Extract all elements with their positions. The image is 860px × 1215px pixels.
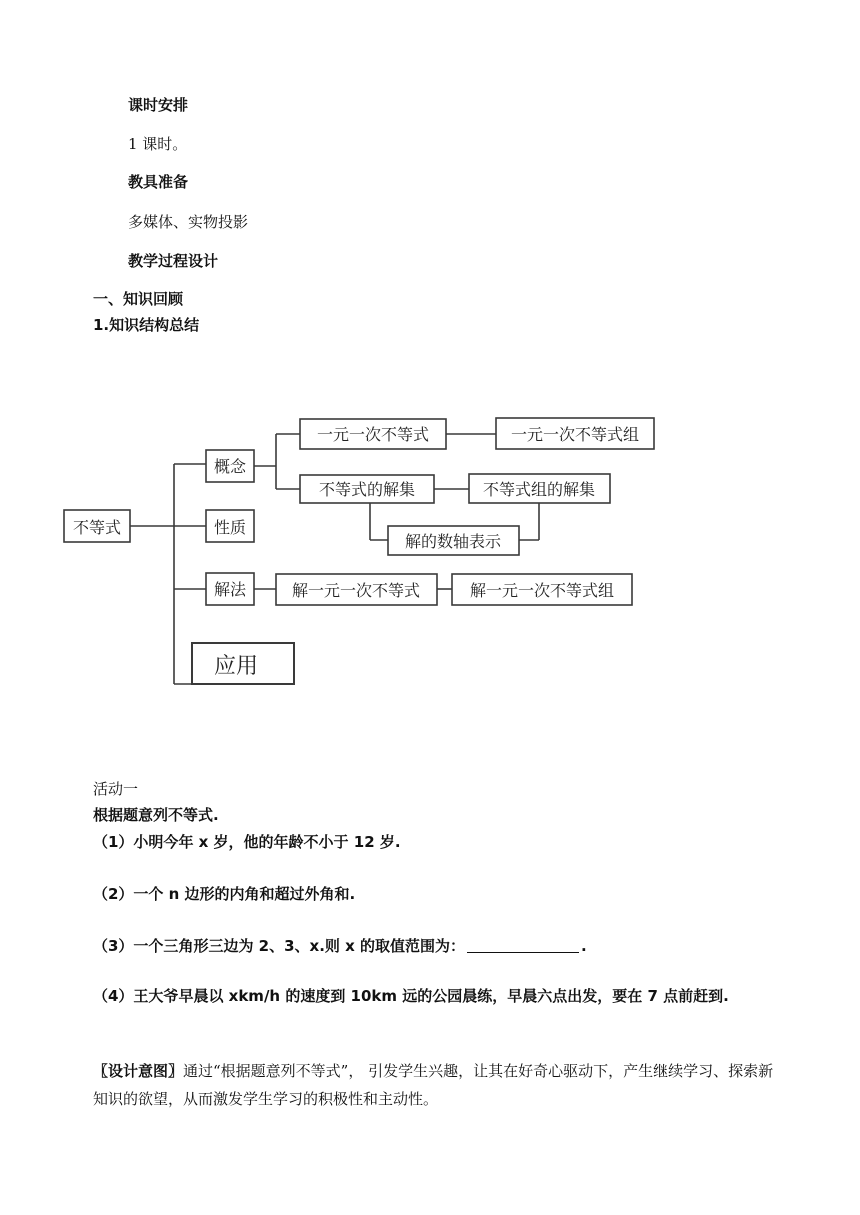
linear-inequality-group-label: 一元一次不等式组 <box>510 425 640 444</box>
design-intent <box>93 1057 775 1113</box>
structure-heading: 1.知识结构总结 <box>93 316 200 334</box>
root-label: 不等式 <box>72 518 122 537</box>
tools-text: 多媒体、实物投影 <box>128 213 249 231</box>
question-2: （2）一个 n 边形的内角和超过外角和. <box>93 885 356 903</box>
group-solution-set-label: 不等式组的解集 <box>482 480 596 499</box>
activity-instruction: 根据题意列不等式. <box>93 806 219 824</box>
question-4: （4）王大爷早晨以 xkm/h 的速度到 10km 远的公园晨练，早晨六点出发，要在 7 点前赶到. <box>93 987 729 1005</box>
question-3 <box>93 936 587 956</box>
concept-label: 概念 <box>213 457 247 476</box>
tools-heading: 教具准备 <box>128 173 189 191</box>
property-label: 性质 <box>213 518 247 537</box>
review-heading: 一、知识回顾 <box>93 290 184 308</box>
solution-set-label: 不等式的解集 <box>318 480 416 499</box>
schedule-heading: 课时安排 <box>128 96 189 114</box>
question-1: （1）小明今年 x 岁，他的年龄不小于 12 岁. <box>93 833 401 851</box>
method-label: 解法 <box>213 580 247 599</box>
answer-blank <box>467 936 579 953</box>
design-intent-text: 通过“根据题意列不等式”， 引发学生兴趣，让其在好奇心驱动下，产生继续学习、探索新知识的欲望，从而激发学生学习的积极性和主动性。 <box>93 1062 774 1108</box>
solve-linear-inequality-group-label: 解一元一次不等式组 <box>469 581 615 600</box>
activity-title: 活动一 <box>93 780 139 798</box>
solve-linear-inequality-label: 解一元一次不等式 <box>291 581 421 600</box>
question-3-end: . <box>581 937 587 955</box>
process-heading: 教学过程设计 <box>128 252 219 270</box>
number-line-label: 解的数轴表示 <box>404 532 502 551</box>
application-label: 应用 <box>213 654 259 679</box>
schedule-text: 1 课时。 <box>128 135 188 153</box>
design-intent-label: 〖设计意图〗 <box>93 1062 184 1080</box>
linear-inequality-label: 一元一次不等式 <box>316 425 430 444</box>
question-3-text: （3）一个三角形三边为 2、3、x.则 x 的取值范围为： <box>93 937 466 955</box>
